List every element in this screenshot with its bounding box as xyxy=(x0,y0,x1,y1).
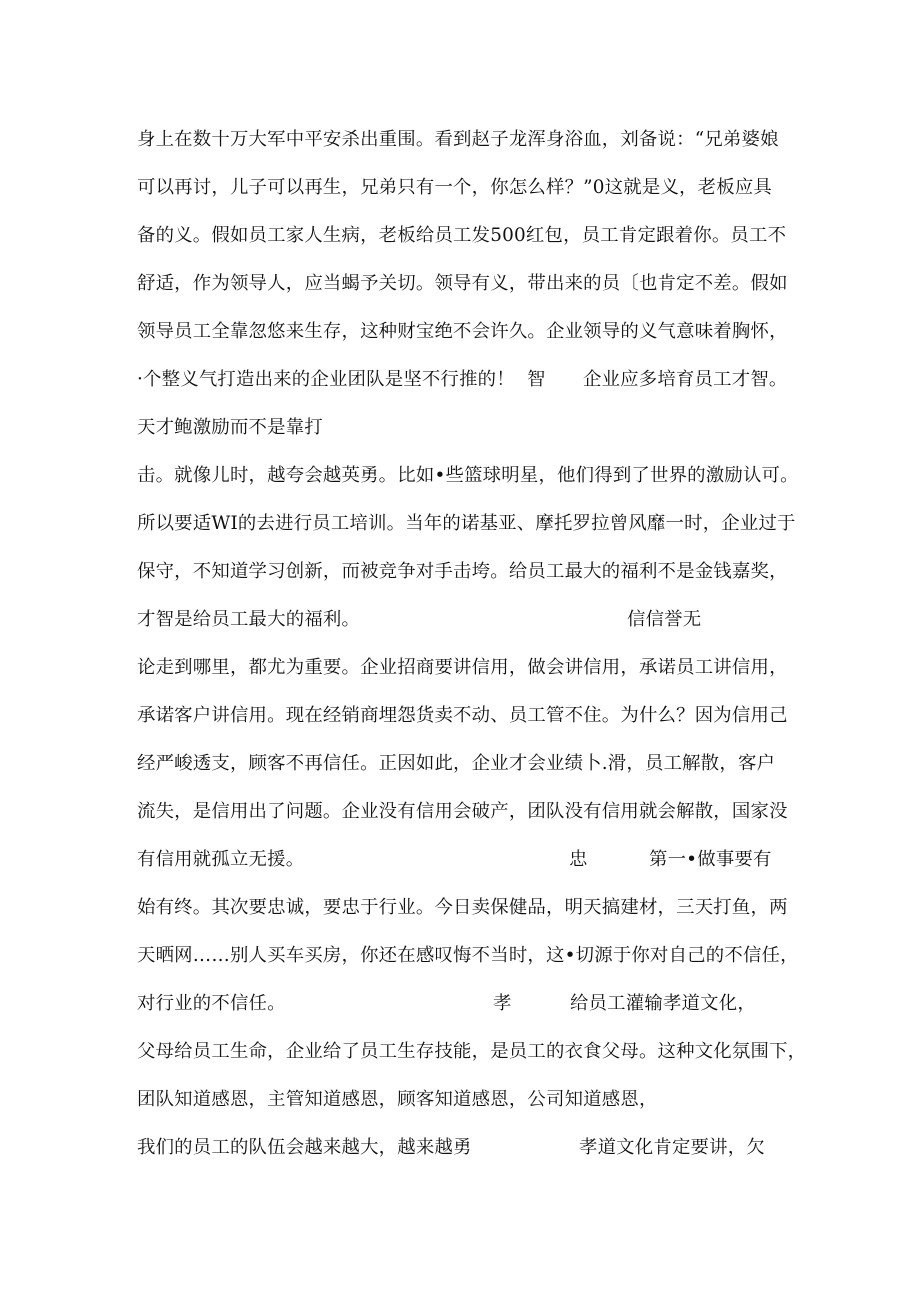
section-heading-xiao: 孝 xyxy=(493,993,512,1014)
text-line: 论走到哪里，都尤为重要。企业招商要讲信用，做会讲信用，承诺员工讲信用， xyxy=(137,657,788,678)
text-line: 可以再讨，儿子可以再生，兄弟只有一个，你怎么样？”0这就是义，老板应具 xyxy=(137,177,772,198)
text-line: 天晒网……别人买车买房，你还在感叹悔不当时，这•切源于你对自己的不信任， xyxy=(137,945,799,966)
text-line: 所以要适WI的去进行员工培训。当年的诺基亚、摩托罗拉曾风靡一时，企业过于 xyxy=(137,513,796,534)
text-segment: 企业应多培育员工才智。 xyxy=(583,369,788,390)
text-line: 保守，不知道学习创新，而被竞争对手击垮。给员工最大的福利不是金钱嘉奖， xyxy=(137,561,788,582)
text-segment: 对行业的不信任。 xyxy=(137,993,286,1014)
text-line: 始有终。其次要忠诚，要忠于行业。今日卖保健品，明天搞建材，三天打鱼，两 xyxy=(137,897,788,918)
text-line: 身上在数十万大军中平安杀出重围。看到赵子龙浑身浴血，刘备说：“兄弟婆娘 xyxy=(137,129,779,150)
text-line: 流失，是信用出了问题。企业没有信用会破产，团队没有信用就会解散，国家没 xyxy=(137,801,788,822)
text-segment: 孝道文化肯定要讲，欠 xyxy=(579,1137,765,1158)
section-heading-zhong: 忠 xyxy=(569,849,588,870)
text-segment: 有信用就孤立无援。 xyxy=(137,849,305,870)
section-heading-xin: 信信誉无 xyxy=(627,609,702,630)
section-heading-zhi: 智 xyxy=(527,369,546,390)
text-segment: 我们的员工的队伍会越来越大，越来越勇 xyxy=(137,1137,472,1158)
text-line: 团队知道感恩，主管知道感恩，顾客知道感恩，公司知道感恩， xyxy=(137,1089,658,1110)
text-line: 天才鲍激励而不是靠打 xyxy=(137,417,323,438)
text-line: 击。就像儿时，越夸会越英勇。比如•些篮球明星，他们得到了世界的激励认可。 xyxy=(137,465,799,486)
text-line: 承诺客户讲信用。现在经销商埋怨货卖不动、员工管不住。为什么？因为信用己 xyxy=(137,705,788,726)
text-segment: ·个整义气打造出来的企业团队是坚不行推的！ xyxy=(137,369,515,390)
text-line: 父母给员工生命，企业给了员工生存技能，是员工的衣食父母。这种文化氛围下， xyxy=(137,1041,807,1062)
text-segment: 第一•做事要有 xyxy=(649,849,772,870)
text-line: 经严峻透支，顾客不再信任。正因如此，企业才会业绩卜.滑，员工解散，客户 xyxy=(137,753,776,774)
text-line: 备的义。假如员工家人生病，老板给员工发500红包，员工肯定跟着你。员工不 xyxy=(137,225,787,246)
text-line: 领导员工全靠忽悠来生存，这种财宝绝不会许久。企业领导的义气意味着胸怀， xyxy=(137,321,788,342)
text-line: 舒适，作为领导人，应当蝎予关切。领导有义，带出来的员〔也肯定不差。假如 xyxy=(137,273,788,294)
text-segment: 才智是给员工最大的福利。 xyxy=(137,609,361,630)
text-segment: 给员工灌输孝道文化， xyxy=(570,993,756,1014)
